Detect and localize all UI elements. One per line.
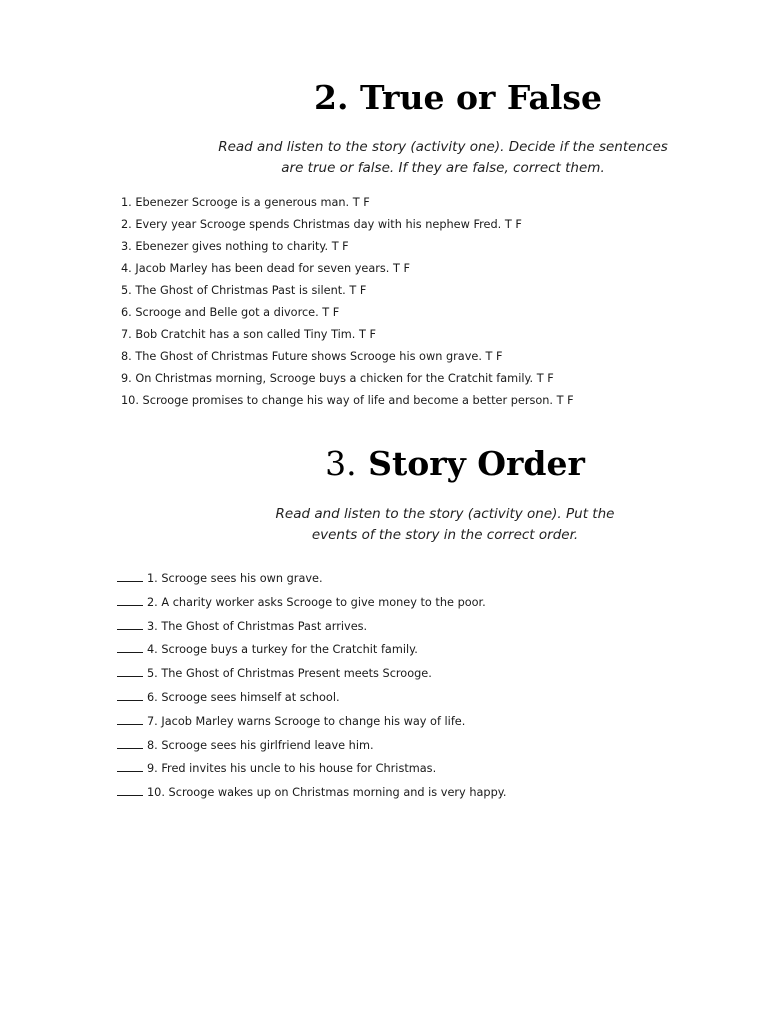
- true-false-item: 7. Bob Cratchit has a son called Tiny Tim. T F: [121, 328, 376, 341]
- true-false-item: 6. Scrooge and Belle got a divorce. T F: [121, 306, 340, 319]
- true-false-item: 2. Every year Scrooge spends Christmas day with his nephew Fred. T F: [121, 218, 522, 231]
- answer-blank[interactable]: [117, 783, 143, 796]
- story-order-item-text: 2. A charity worker asks Scrooge to give money to the poor.: [147, 595, 486, 609]
- story-order-item-text: 4. Scrooge buys a turkey for the Cratchit family.: [147, 643, 418, 657]
- story-order-item-text: 3. The Ghost of Christmas Past arrives.: [147, 619, 368, 633]
- story-order-item: [117, 783, 506, 807]
- story-order-item: [117, 688, 506, 712]
- story-order-item: [117, 569, 506, 593]
- answer-blank[interactable]: [117, 736, 143, 749]
- story-order-item: [117, 593, 506, 617]
- story-order-item-text: 5. The Ghost of Christmas Present meets Scrooge.: [147, 667, 432, 681]
- true-false-item: 4. Jacob Marley has been dead for seven years. T F: [121, 262, 410, 275]
- story-order-list: [117, 569, 506, 807]
- true-false-item: 3. Ebenezer gives nothing to charity. T F: [121, 240, 349, 253]
- true-false-item: 8. The Ghost of Christmas Future shows Scrooge his own grave. T F: [121, 350, 503, 363]
- answer-blank[interactable]: [117, 712, 143, 725]
- story-order-item: [117, 664, 506, 688]
- true-false-item: 9. On Christmas morning, Scrooge buys a chicken for the Cratchit family. T F: [121, 372, 554, 385]
- true-false-title: 2. True or False: [314, 78, 602, 117]
- true-false-list: [121, 194, 574, 414]
- story-order-item-text: 8. Scrooge sees his girlfriend leave him.: [147, 738, 374, 752]
- instruction-line: Read and listen to the story (activity one). Decide if the sentences: [218, 139, 668, 155]
- story-order-title-text: Story Order: [368, 444, 585, 483]
- story-order-item: [117, 736, 506, 760]
- answer-blank[interactable]: [117, 569, 143, 582]
- answer-blank[interactable]: [117, 759, 143, 772]
- story-order-item-text: 6. Scrooge sees himself at school.: [147, 690, 340, 704]
- answer-blank[interactable]: [117, 617, 143, 630]
- story-order-item-text: 7. Jacob Marley warns Scrooge to change his way of life.: [147, 714, 466, 728]
- answer-blank[interactable]: [117, 593, 143, 606]
- true-false-item: 5. The Ghost of Christmas Past is silent. T F: [121, 284, 367, 297]
- story-order-item: [117, 617, 506, 641]
- story-order-item-text: 9. Fred invites his uncle to his house for Christmas.: [147, 762, 437, 776]
- true-false-instructions: [218, 137, 668, 179]
- instruction-line: are true or false. If they are false, correct them.: [281, 160, 605, 176]
- story-order-title: [0, 444, 768, 483]
- instruction-line: Read and listen to the story (activity one). Put the: [275, 506, 615, 522]
- true-false-item: 1. Ebenezer Scrooge is a generous man. T F: [121, 196, 370, 209]
- story-order-item: [117, 640, 506, 664]
- answer-blank[interactable]: [117, 640, 143, 653]
- story-order-instructions: [262, 504, 628, 546]
- answer-blank[interactable]: [117, 664, 143, 677]
- true-false-item: 10. Scrooge promises to change his way of life and become a better person. T F: [121, 394, 574, 407]
- story-order-item-text: 10. Scrooge wakes up on Christmas morning and is very happy.: [147, 786, 507, 800]
- instruction-line: events of the story in the correct order.: [311, 527, 579, 543]
- answer-blank[interactable]: [117, 688, 143, 701]
- story-order-title-number: 3.: [325, 444, 357, 483]
- story-order-item: [117, 712, 506, 736]
- story-order-item-text: 1. Scrooge sees his own grave.: [147, 572, 323, 585]
- story-order-item: [117, 759, 506, 783]
